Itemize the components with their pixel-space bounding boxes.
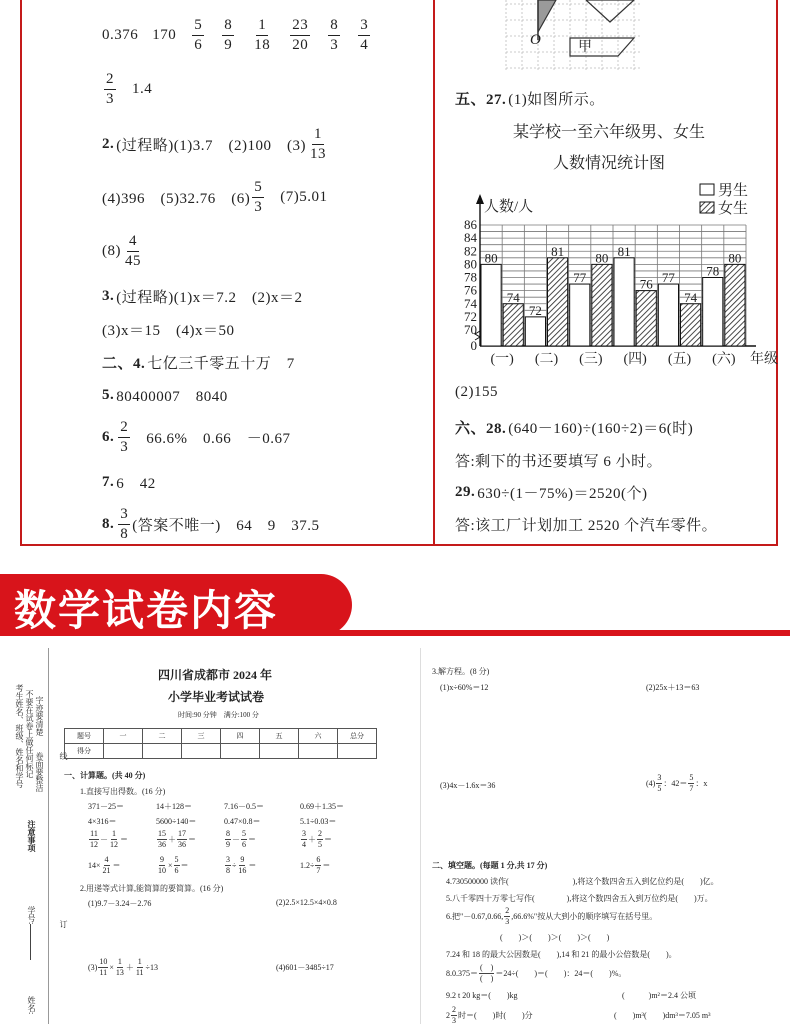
exam-subtitle: 小学毕业考试试卷: [168, 690, 265, 704]
fill-item: ( )m³( )dm³＝7.05 m³: [614, 1011, 711, 1020]
equation-item: (2)25x＋13＝63: [646, 683, 700, 692]
answer-q2: 2. (过程略)(1)3.7 (2)100 (3) $\frac{1}{13}$: [102, 126, 326, 162]
y-tick-label: 80: [464, 256, 477, 272]
grid-lines: [506, 0, 640, 70]
score-cell[interactable]: [299, 744, 338, 759]
data-label: 81: [551, 243, 565, 259]
answer-fraction: $\frac{5}{3}$: [254, 179, 263, 215]
score-cell[interactable]: [143, 744, 182, 759]
bar: [658, 284, 678, 346]
answer-fraction: $\frac{4}{45}$: [125, 233, 141, 269]
section-1-heading: 一、计算题。(共 40 分): [64, 771, 146, 780]
calc-problem: (2)2.5×12.5×4×0.8: [276, 898, 337, 907]
score-table: [64, 728, 377, 759]
fill-item: 5.八千零四十万零七写作( ),将这个数四舍五入到万位约是( )万。: [446, 894, 713, 903]
score-head-cell: 总分: [338, 729, 377, 744]
section-1-3-heading: 3.解方程。(8 分): [432, 667, 490, 676]
data-label: 76: [639, 276, 653, 292]
equation-item: (4) $\frac{3}{5}$ ：42＝ $\frac{5}{7}$ ：x: [646, 773, 708, 793]
score-row-label: 得分: [65, 744, 104, 759]
score-cell[interactable]: [221, 744, 260, 759]
fill-item: ( )m²＝2.4 公顷: [622, 991, 696, 1000]
answer-fraction: $\frac{2}{3}$: [120, 419, 129, 455]
y-tick-label: 74: [464, 295, 477, 311]
y-axis-arrow: [476, 194, 484, 204]
answer-q4: 二、4. 七亿三千零五十万 7: [102, 356, 295, 372]
exam-meta: 时间:90 分钟 满分:100 分: [178, 711, 259, 719]
calc-item: 14＋128＝: [156, 802, 192, 811]
side-note: 字迹要清楚: [35, 696, 44, 736]
chart-subtitle: 人数情况统计图: [553, 155, 666, 172]
answer-q28-ans: 答:剩下的书还要填写 6 小时。: [455, 454, 663, 470]
answer-q3b: (3)x＝15 (4)x＝50: [102, 323, 235, 339]
legend-swatch: [700, 184, 714, 195]
answer-q27-2: (2)155: [455, 384, 498, 400]
calc-problem: (3) $\frac{10}{11}$ × $\frac{1}{13}$ ＋ $\frac{1}{11}$ ÷13: [88, 957, 158, 977]
bar: [725, 264, 745, 346]
score-head-cell: 一: [104, 729, 143, 744]
data-label: 81: [617, 243, 631, 259]
data-label: 80: [484, 250, 498, 266]
fill-item: 7.24 和 18 的最大公因数是( ),14 和 21 的最小公倍数是( )。: [446, 950, 677, 959]
side-note: 不要在试卷上做任何标记: [25, 690, 34, 778]
banner-title: 数学试卷内容: [14, 586, 279, 635]
answer-fraction: $\frac{8}{3}$: [330, 17, 339, 53]
bar-chart: [440, 178, 778, 378]
fill-item: 4.730500000 读作( ),将这个数四舍五入到亿位约是( )亿。: [446, 877, 719, 886]
fill-item: 2 $\frac{2}{3}$ 时＝( )时( )分: [446, 1005, 533, 1025]
answer-fraction: $\frac{2}{3}$: [106, 71, 114, 107]
score-head-cell: 二: [143, 729, 182, 744]
bar: [525, 317, 545, 346]
answer-fraction: $\frac{3}{8}$: [120, 506, 129, 542]
side-note: 卷面要整洁: [35, 752, 44, 792]
score-head-cell: 三: [182, 729, 221, 744]
bar: [481, 264, 501, 346]
margin-line: [48, 648, 49, 1024]
answer-value: 0.376: [102, 27, 139, 43]
calc-fraction-item: $\frac{9}{10}$ × $\frac{5}{6}$ ＝: [158, 855, 189, 875]
answer-q2c: (8) $\frac{4}{45}$: [102, 233, 141, 269]
data-label: 78: [706, 263, 720, 279]
x-tick-label: (一): [490, 352, 514, 367]
x-axis-label: 年级: [750, 352, 778, 367]
y-tick-label: 82: [464, 243, 477, 259]
answer-q7: 7. 6 42: [102, 474, 156, 492]
fill-item: 6.把"－0.67,0.66, $\frac{2}{3}$ ,66.6%"按从大到小的顺序填写在括号里。: [446, 906, 658, 926]
calc-item: 7.16－0.5＝: [224, 802, 264, 811]
grid-shape-label: 甲: [578, 40, 592, 55]
score-cell[interactable]: [104, 744, 143, 759]
calc-problem: (1)9.7－3.24－2.76: [88, 899, 152, 908]
score-cell[interactable]: [338, 744, 377, 759]
page-gutter: [420, 648, 421, 1024]
binding-mark: 订: [59, 920, 68, 928]
calc-problem: (4)601－3485÷17: [276, 963, 334, 972]
calc-item: 0.69＋1.35＝: [300, 802, 344, 811]
calc-item: 0.47×0.8＝: [224, 817, 261, 826]
section-2-heading: 二、填空题。(每题 1 分,共 17 分): [432, 861, 548, 870]
score-head-cell: 四: [221, 729, 260, 744]
bar: [503, 304, 523, 346]
answer-q2b: (4)396 (5)32.76 (6) $\frac{5}{3}$ (7)5.01: [102, 179, 328, 215]
grid-figure: [500, 0, 650, 72]
bar: [592, 264, 612, 346]
equation-item: (3)4x－1.6x＝36: [440, 781, 496, 790]
calc-fraction-item: $\frac{8}{9}$ － $\frac{5}{6}$ ＝: [226, 829, 256, 849]
answer-q29: 29. 630÷(1－75%)＝2520(个): [455, 484, 648, 502]
data-label: 77: [661, 270, 675, 286]
x-tick-label: (四): [623, 352, 647, 367]
data-label: 74: [506, 289, 520, 305]
y-tick-label: 78: [464, 269, 477, 285]
legend-swatch: [700, 202, 714, 213]
score-head-cell: 六: [299, 729, 338, 744]
x-tick-label: (六): [712, 352, 736, 367]
y-tick-label: 0: [470, 338, 477, 353]
section-1-2-heading: 2.用递等式计算,能简算的要简算。(16 分): [80, 884, 224, 893]
bar: [703, 278, 723, 347]
y-tick-label: 86: [464, 217, 477, 232]
answer-fraction: $\frac{1}{13}$: [309, 126, 326, 162]
gray-shape: [538, 0, 556, 32]
binding-mark: 线: [59, 752, 68, 760]
fill-item: 9.2 t 20 kg＝( )kg: [446, 991, 518, 1000]
score-head-cell: 五: [260, 729, 299, 744]
answer-q6: 6. $\frac{2}{3}$ 66.6% 0.66 －0.67: [102, 419, 291, 455]
student-id-label: 学号:: [27, 906, 36, 925]
calc-item: 5.1÷0.03＝: [300, 817, 337, 826]
y-tick-label: 84: [464, 230, 477, 246]
bar: [636, 291, 656, 346]
answer-value: 170: [152, 27, 177, 43]
chart-title: 某学校一至六年级男、女生: [513, 124, 706, 141]
calc-item: 4×316＝: [88, 817, 117, 826]
column-divider: [433, 0, 435, 546]
answer-q27: 五、27. (1)如图所示。: [455, 92, 605, 108]
calc-item: 5600÷140＝: [156, 817, 197, 826]
score-table-row: [65, 744, 377, 759]
calc-fraction-item: 1.2÷ $\frac{6}{7}$ ＝: [300, 855, 331, 875]
data-label: 72: [528, 302, 542, 318]
answer-value: 1.4: [132, 81, 153, 97]
calc-fraction-item: $\frac{11}{12}$ － $\frac{1}{12}$ ＝: [90, 829, 128, 849]
student-id-line: [30, 924, 31, 960]
y-axis-label: 人数/人: [484, 199, 534, 215]
legend-label: 女生: [718, 201, 749, 217]
answer-q28: 六、28. (640－160)÷(160÷2)＝6(时): [455, 421, 694, 437]
answer-q3: 3. (过程略)(1)x＝7.2 (2)x＝2: [102, 288, 303, 306]
answer-fraction: $\frac{5}{6}$: [194, 17, 203, 53]
calc-item: 371－25＝: [88, 802, 124, 811]
side-label: 注意事项: [27, 820, 36, 852]
calc-fraction-item: 14× $\frac{4}{21}$ ＝: [88, 855, 121, 875]
answer-row-2: [102, 72, 152, 107]
answer-fraction: $\frac{8}{9}$: [224, 17, 233, 53]
fill-item: ( )＞( )＞( )＞( ): [500, 933, 610, 942]
x-tick-label: (三): [579, 352, 603, 367]
answer-fraction: $\frac{1}{18}$: [254, 17, 271, 53]
x-tick-label: (二): [534, 352, 559, 367]
data-label: 74: [684, 289, 698, 305]
score-cell[interactable]: [182, 744, 221, 759]
answer-fraction: $\frac{3}{4}$: [360, 17, 369, 53]
bar: [570, 284, 590, 346]
answer-fraction: $\frac{23}{20}$: [292, 17, 309, 53]
rotated-shape: [586, 0, 634, 22]
fill-item: 8.0.375＝ $\frac{( )}{( )}$ ＝24÷( )＝( )：24＝( )%。: [446, 963, 627, 983]
bar: [681, 304, 701, 346]
answer-q5: 5. 80400007 8040: [102, 387, 228, 405]
score-head-cell: 题号: [65, 729, 104, 744]
data-label: 80: [595, 250, 609, 266]
answer-q29-ans: 答:该工厂计划加工 2520 个汽车零件。: [455, 518, 718, 534]
data-label: 77: [573, 270, 587, 286]
answer-q8: 8. $\frac{3}{8}$ (答案不唯一) 64 9 37.5: [102, 506, 320, 542]
calc-fraction-item: $\frac{15}{36}$ ＋ $\frac{17}{36}$ ＝: [158, 829, 196, 849]
legend-label: 男生: [718, 183, 749, 199]
exam-title: 四川省成都市 2024 年: [158, 668, 273, 682]
grid-origin-label: O: [530, 32, 541, 48]
equation-item: (1)x÷60%＝12: [440, 683, 489, 692]
x-tick-label: (五): [667, 352, 692, 367]
y-tick-label: 70: [464, 322, 477, 337]
calc-fraction-item: $\frac{3}{4}$ ＋ $\frac{2}{5}$ ＝: [302, 829, 332, 849]
y-tick-label: 72: [464, 308, 477, 324]
bar: [614, 258, 634, 346]
section-banner: [0, 568, 790, 640]
side-note: 考生姓名、班级、姓名和学号: [15, 684, 24, 788]
answer-row-decimals: [102, 18, 372, 53]
score-cell[interactable]: [260, 744, 299, 759]
data-label: 80: [728, 250, 742, 266]
calc-fraction-item: $\frac{3}{8}$ ÷ $\frac{9}{16}$ ＝: [226, 855, 257, 875]
y-tick-label: 76: [464, 282, 477, 298]
bar: [548, 258, 568, 346]
score-table-header: [65, 729, 377, 744]
name-label: 姓名:: [27, 996, 36, 1015]
section-1-1-heading: 1.直接写出得数。(16 分): [80, 787, 166, 796]
